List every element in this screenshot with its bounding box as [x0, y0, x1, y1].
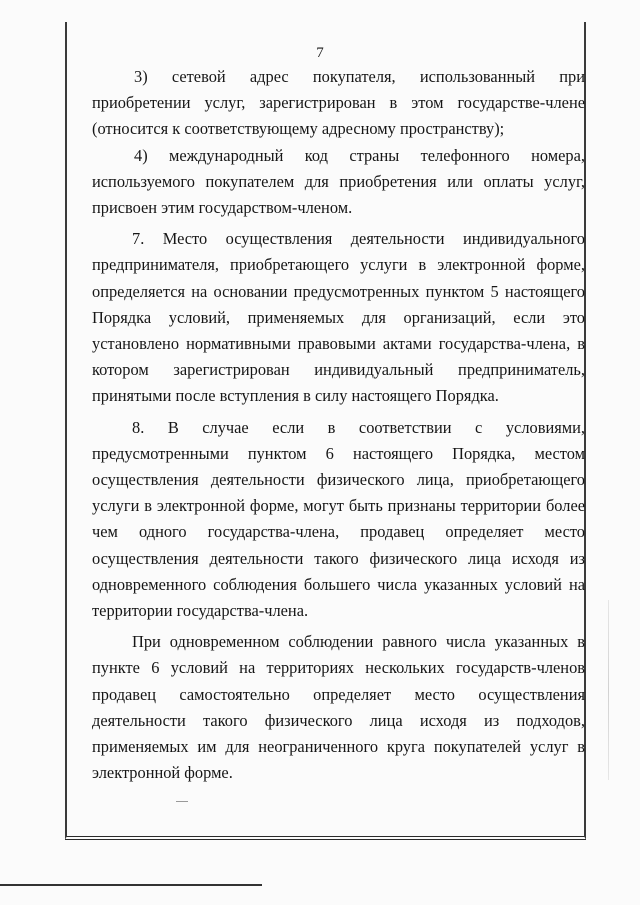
scan-artifact-line [0, 884, 262, 886]
paragraph-item-3: 3) сетевой адрес покупателя, использованный при приобретении услуг, зарегистрирован в этом государстве-члене (относится к соответствующему адресному пространству); [92, 67, 585, 139]
document-body [92, 64, 585, 786]
scan-edge-shadow [608, 600, 609, 780]
paragraph-clause-8: 8. В случае если в соответствии с условиями, предусмотренными пунктом 6 настоящего Порядка, местом осуществления деятельности физического лица, приобретающего услуги в электронной форме, могут быть признаны территории более чем одного государства-члена, продавец определяет место осуществления деятельности такого физического лица исходя из одновременного соблюдения большего числа указанных условий на территории государства-члена. [92, 417, 585, 621]
stray-mark [176, 801, 188, 802]
paragraph-item-4: 4) международный код страны телефонного номера, используемого покупателем для приобретения или оплаты услуг, присвоен этим государством-членом. [92, 145, 585, 218]
paragraph-equal-conditions: При одновременном соблюдении равного числа указанных в пункте 6 условий на территориях нескольких государств-членов продавец самостоятельно определяет место осуществления деятельности такого физического лица исходя из подходов, применяемых им для неограниченного круга покупателей услуг в электронной форме. [92, 632, 585, 783]
paragraph-clause-7: 7. Место осуществления деятельности индивидуального предпринимателя, приобретающего услуги в электронной форме, определяется на основании предусмотренных пунктом 5 настоящего Порядка условий, применяемых для организаций, если это установлено нормативными правовыми актами государства-члена, в котором зарегистрирован индивидуальный предприниматель, принятыми после вступления в силу настоящего Порядка. [92, 229, 585, 406]
page-number: 7 [316, 45, 324, 61]
